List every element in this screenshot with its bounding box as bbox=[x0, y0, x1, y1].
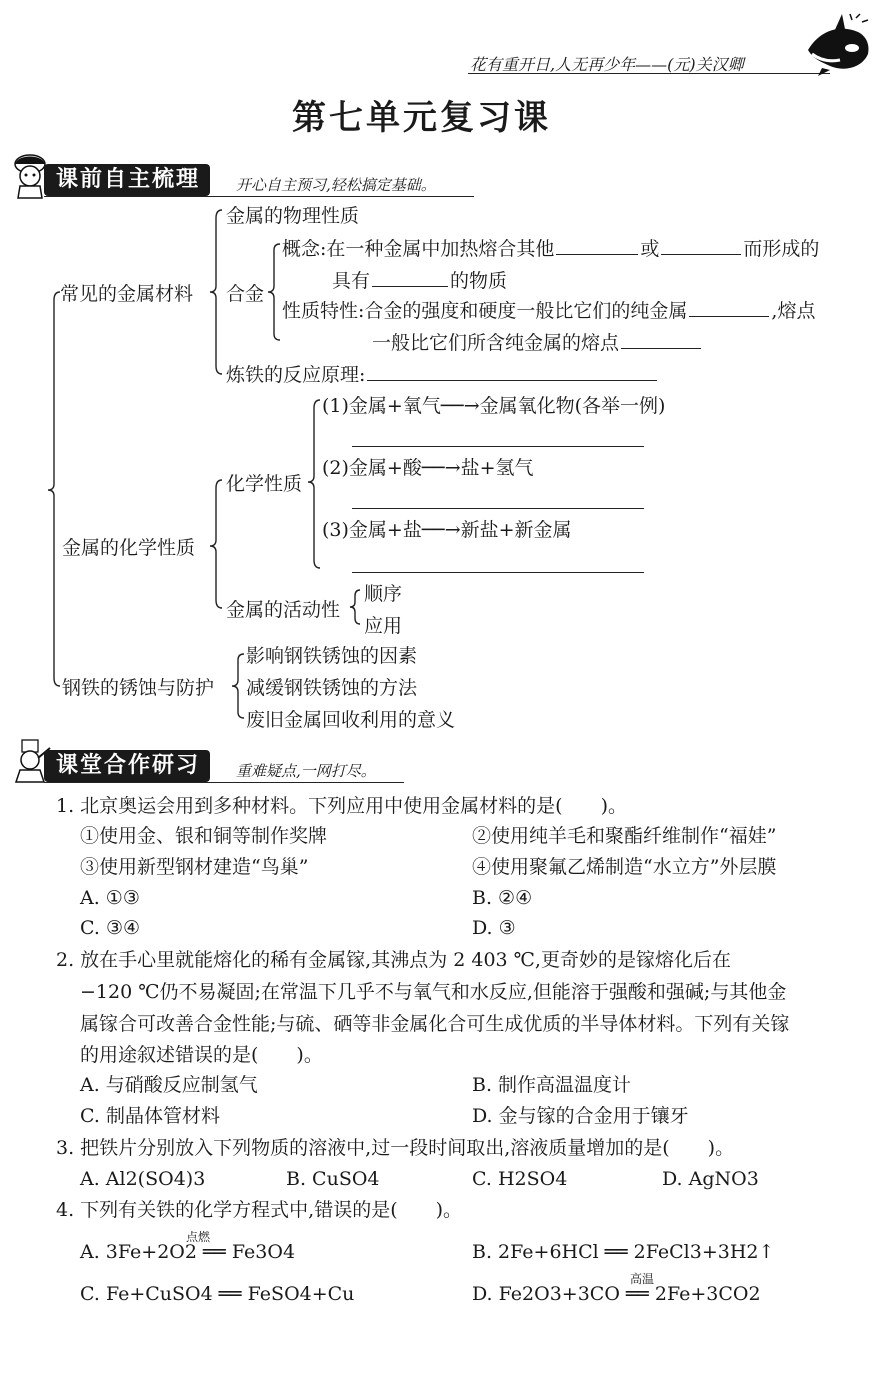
q1-option-d[interactable]: D. ③ bbox=[472, 917, 516, 939]
q2-option-a[interactable]: A. 与硝酸反应制氢气 bbox=[80, 1074, 258, 1096]
page-title: 第七单元复习课 bbox=[292, 98, 551, 138]
q4-option-c[interactable]: C. Fe+CuSO4 ══ FeSO4+Cu bbox=[80, 1283, 355, 1305]
tree-chem: 化学性质 bbox=[226, 473, 303, 495]
tree-alloy: 合金 bbox=[226, 283, 265, 305]
q2-option-b[interactable]: B. 制作高温温度计 bbox=[472, 1074, 632, 1096]
blank-3[interactable] bbox=[372, 268, 448, 287]
tree-concept: 概念:在一种金属中加热熔合其他 或 而形成的 bbox=[282, 238, 820, 260]
q3-option-b[interactable]: B. CuSO4 bbox=[286, 1168, 380, 1190]
tree-apply: 应用 bbox=[364, 615, 403, 637]
q2-line-1: 2. 放在手心里就能熔化的稀有金属镓,其沸点为 2 403 ℃,更奇妙的是镓熔化后在 bbox=[56, 949, 731, 971]
tree-activity: 金属的活动性 bbox=[226, 599, 341, 621]
header-motto: 花有重开日,人无再少年——(元)关汉卿 bbox=[470, 55, 744, 74]
q3-option-c[interactable]: C. H2SO4 bbox=[472, 1168, 568, 1190]
q4-option-d[interactable]: D. Fe2O3+3CO ══ 2Fe+3CO2 bbox=[472, 1283, 761, 1305]
blank-8[interactable] bbox=[352, 508, 644, 509]
blank-2[interactable] bbox=[661, 236, 741, 255]
q4-a-condition: 点燃 bbox=[186, 1230, 211, 1244]
blank-9[interactable] bbox=[352, 572, 644, 573]
section-rule-2 bbox=[44, 782, 404, 783]
q1-item-2: ②使用纯羊毛和聚酯纤维制作“福娃” bbox=[472, 825, 777, 847]
tree-concept-2: 具有 的物质 bbox=[332, 270, 508, 292]
q1-item-1: ①使用金、银和铜等制作奖牌 bbox=[80, 825, 328, 847]
tree-chem-1: (1)金属+氧气──→金属氧化物(各举一例) bbox=[322, 395, 666, 417]
tree-branch-materials: 常见的金属材料 bbox=[60, 283, 194, 305]
q4-stem: 4. 下列有关铁的化学方程式中,错误的是( )。 bbox=[56, 1199, 463, 1221]
tree-rust-c: 废旧金属回收利用的意义 bbox=[246, 709, 456, 731]
q3-option-d[interactable]: D. AgNO3 bbox=[662, 1168, 759, 1190]
section-header-cooperate: 课堂合作研习 bbox=[44, 750, 210, 782]
q2-line-4: 的用途叙述错误的是( )。 bbox=[80, 1044, 323, 1066]
q4-option-a[interactable]: A. 3Fe+2O2 ══ Fe3O4 bbox=[80, 1241, 296, 1263]
q1-option-b[interactable]: B. ②④ bbox=[472, 887, 533, 909]
blank-7[interactable] bbox=[352, 446, 644, 447]
q2-line-2: −120 ℃仍不易凝固;在常温下几乎不与氧气和水反应,但能溶于强酸和强碱;与其他金 bbox=[80, 981, 787, 1003]
q1-item-4: ④使用聚氟乙烯制造“水立方”外层膜 bbox=[472, 856, 777, 878]
tree-iron: 炼铁的反应原理: bbox=[226, 362, 659, 387]
q1-item-3: ③使用新型钢材建造“鸟巢” bbox=[80, 856, 309, 878]
blank-4[interactable] bbox=[689, 298, 769, 317]
tree-chem-2: (2)金属+酸──→盐+氢气 bbox=[322, 457, 534, 479]
q1-option-c[interactable]: C. ③④ bbox=[80, 917, 141, 939]
q3-stem: 3. 把铁片分别放入下列物质的溶液中,过一段时间取出,溶液质量增加的是( )。 bbox=[56, 1137, 735, 1159]
tree-property-2: 一般比它们所含纯金属的熔点 bbox=[372, 330, 703, 355]
tree-rust-a: 影响钢铁锈蚀的因素 bbox=[246, 645, 418, 667]
section-note-cooperate: 重难疑点,一网打尽。 bbox=[236, 762, 376, 780]
q2-line-3: 属镓合可改善合金性能;与硫、硒等非金属化合可生成优质的半导体材料。下列有关镓 bbox=[80, 1013, 790, 1035]
q3-option-a[interactable]: A. Al2(SO4)3 bbox=[80, 1168, 206, 1190]
q1-option-a[interactable]: A. ①③ bbox=[80, 887, 140, 909]
q2-option-c[interactable]: C. 制晶体管材料 bbox=[80, 1105, 220, 1127]
blank-1[interactable] bbox=[556, 236, 638, 255]
q4-d-condition: 高温 bbox=[630, 1272, 655, 1286]
section-note-preview: 开心自主预习,轻松搞定基础。 bbox=[236, 176, 436, 194]
tree-chem-3: (3)金属+盐──→新盐+新金属 bbox=[322, 519, 572, 541]
q1-stem: 1. 北京奥运会用到多种材料。下列应用中使用金属材料的是( )。 bbox=[56, 795, 627, 817]
tree-physical: 金属的物理性质 bbox=[226, 205, 360, 227]
tree-branch-chemical: 金属的化学性质 bbox=[62, 537, 196, 559]
q4-option-b[interactable]: B. 2Fe+6HCl ══ 2FeCl3+3H2↑ bbox=[472, 1241, 775, 1263]
q2-option-d[interactable]: D. 金与镓的合金用于镶牙 bbox=[472, 1105, 689, 1127]
tree-order: 顺序 bbox=[364, 583, 403, 605]
tree-rust-b: 减缓钢铁锈蚀的方法 bbox=[246, 677, 418, 699]
tree-property: 性质特性:合金的强度和硬度一般比它们的纯金属 ,熔点 bbox=[282, 300, 816, 322]
section-header-preview: 课前自主梳理 bbox=[44, 164, 210, 196]
blank-5[interactable] bbox=[621, 330, 701, 349]
tree-branch-rust: 钢铁的锈蚀与防护 bbox=[62, 677, 215, 699]
blank-6[interactable] bbox=[367, 362, 657, 381]
